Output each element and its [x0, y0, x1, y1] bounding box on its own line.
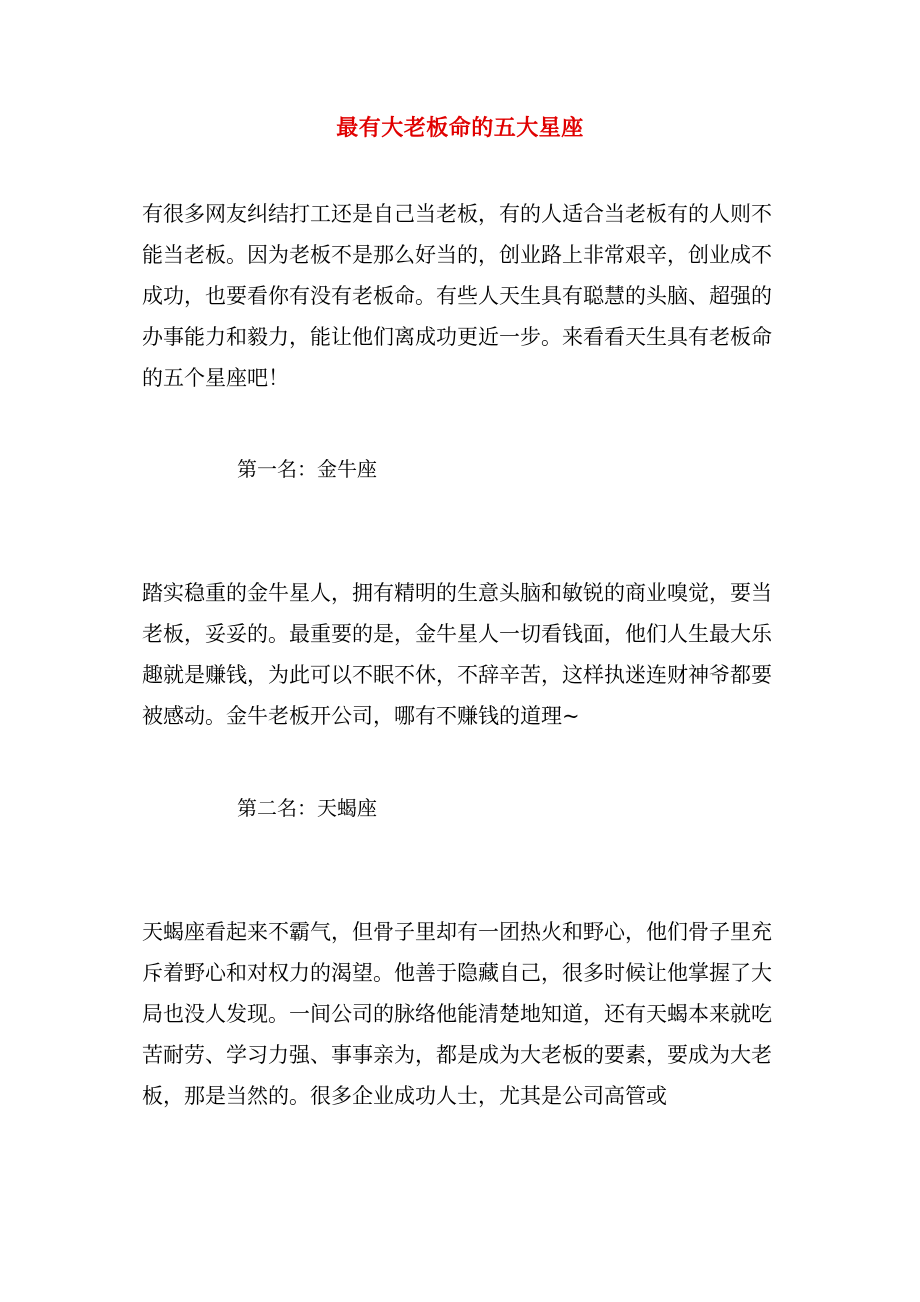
section-heading-2: 第二名：天蝎座 [237, 796, 377, 820]
intro-paragraph: 有很多网友纠结打工还是自己当老板，有的人适合当老板有的人则不能当老板。因为老板不是那么好当的，创业路上非常艰辛，创业成不成功，也要看你有没有老板命。有些人天生具有聪慧的头脑、超强的办事能力和毅力，能让他们离成功更近一步。来看看天生具有老板命的五个星座吧！ [142, 202, 772, 390]
section-heading-1: 第一名：金牛座 [237, 457, 377, 481]
section-body-2: 天蝎座看起来不霸气，但骨子里却有一团热火和野心，他们骨子里充斥着野心和对权力的渴望。他善于隐藏自己，很多时候让他掌握了大局也没人发现。一间公司的脉络他能清楚地知道，还有天蝎本来就吃苦耐劳、学习力强、事事亲为，都是成为大老板的要素，要成为大老板，那是当然的。很多企业成功人士，尤其是公司高管或 [142, 920, 772, 1108]
document-title: 最有大老板命的五大星座 [336, 115, 584, 141]
section-body-1: 踏实稳重的金牛星人，拥有精明的生意头脑和敏锐的商业嗅觉，要当老板，妥妥的。最重要的是，金牛星人一切看钱面，他们人生最大乐趣就是赚钱，为此可以不眠不休，不辞辛苦，这样执迷连财神爷都要被感动。金牛老板开公司，哪有不赚钱的道理~ [142, 581, 772, 728]
